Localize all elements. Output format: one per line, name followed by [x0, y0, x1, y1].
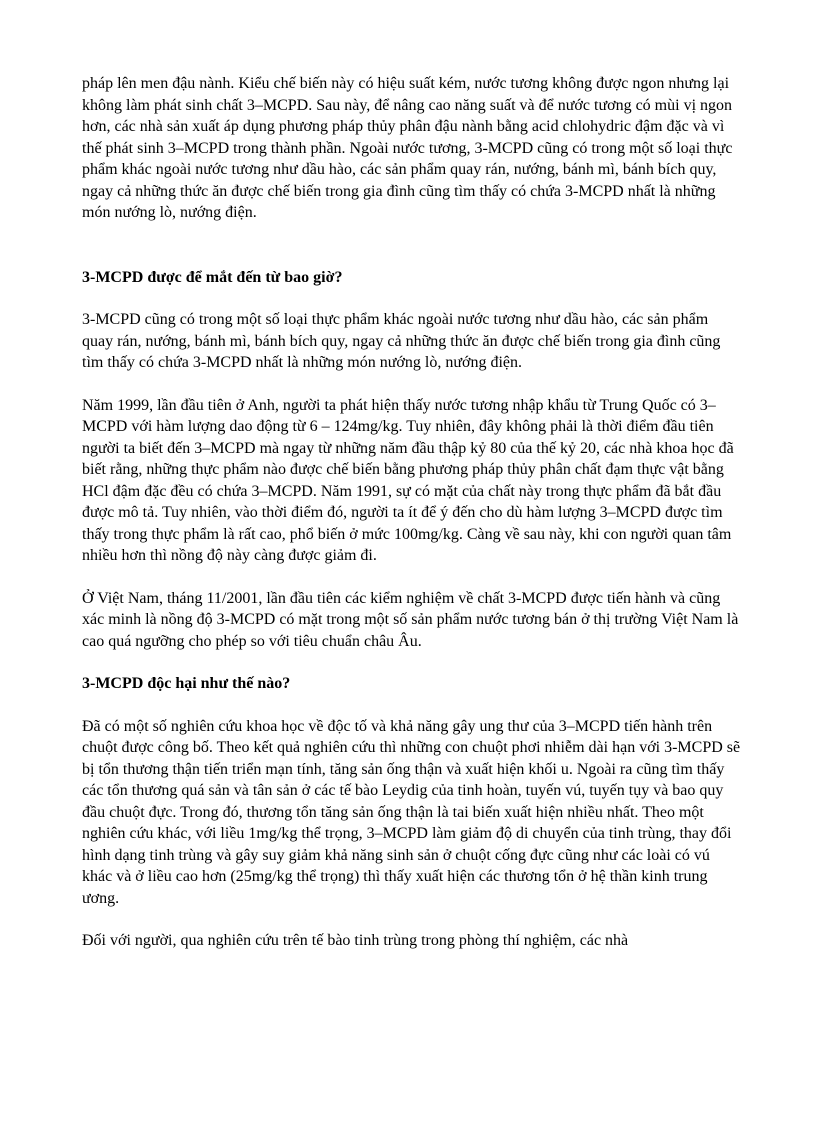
paragraph-discovery-1999: Năm 1999, lần đầu tiên ở Anh, người ta phát hiện thấy nước tương nhập khẩu từ Trung Quốc có 3–MCPD với hàm lượng dao động từ 6 – 124mg/kg. Tuy nhiên, đây không phải là thời điểm đầu tiên người ta biết đến 3–MCPD mà ngay từ những năm đầu thập kỷ 80 của thế kỷ 20, các nhà khoa học đã biết rằng, những thực phẩm nào được chế biến bằng phương pháp thủy phân chất đạm thực vật bằng HCl đậm đặc đều có chứa 3–MCPD. Năm 1991, sự có mặt của chất này trong thực phẩm đã bắt đầu được mô tả. Tuy nhiên, vào thời điểm đó, người ta ít để ý đến cho dù hàm lượng 3–MCPD được tìm thấy trong thực phẩm là rất cao, phổ biến ở mức 100mg/kg. Càng về sau này, khi con người quan tâm nhiều hơn thì nồng độ này càng được giảm đi.	[82, 396, 734, 564]
spacer	[82, 288, 742, 309]
spacer	[82, 374, 742, 395]
spacer	[82, 567, 742, 588]
spacer	[82, 652, 742, 673]
paragraph-vietnam-2001: Ở Việt Nam, tháng 11/2001, lần đầu tiên các kiểm nghiệm về chất 3-MCPD được tiến hành và cũng xác minh là nồng độ 3-MCPD có mặt trong một số sản phẩm nước tương bán ở thị trường Việt Nam là cao quá ngưỡng cho phép so với tiêu chuẩn châu Âu.	[82, 589, 739, 650]
paragraph-food-sources: 3-MCPD cũng có trong một số loại thực phẩm khác ngoài nước tương như dầu hào, các sản phẩm quay rán, nướng, bánh mì, bánh bích quy, ngay cả những thức ăn được chế biến trong gia đình cũng tìm thấy có chứa 3-MCPD nhất là những món nướng lò, nướng điện.	[82, 311, 721, 371]
paragraph-soy-sauce-production: pháp lên men đậu nành. Kiểu chế biến này có hiệu suất kém, nước tương không được ngon nhưng lại không làm phát sinh chất 3–MCPD. Sau này, để nâng cao năng suất và để nước tương có mùi vị ngon hơn, các nhà sản xuất áp dụng phương pháp thủy phân đậu nành bằng acid chlohydric đậm đặc và vì thế phát sinh 3–MCPD trong thành phần. Ngoài nước tương, 3-MCPD cũng có trong một số loại thực phẩm khác ngoài nước tương như dầu hào, các sản phẩm quay rán, nướng, bánh mì, bánh bích quy, ngay cả những thức ăn được chế biến trong gia đình cũng tìm thấy có chứa 3-MCPD nhất là những món nướng lò, nướng điện.	[82, 75, 733, 221]
spacer	[82, 224, 742, 267]
section-heading-history: 3-MCPD được để mắt đến từ bao giờ?	[82, 268, 343, 286]
paragraph-human-studies: Đối với người, qua nghiên cứu trên tế bào tinh trùng trong phòng thí nghiệm, các nhà	[82, 932, 629, 949]
spacer	[82, 695, 742, 716]
section-heading-toxicity: 3-MCPD độc hại như thế nào?	[82, 675, 291, 692]
document-page	[82, 73, 742, 952]
spacer	[82, 909, 742, 930]
paragraph-animal-studies: Đã có một số nghiên cứu khoa học về độc tố và khả năng gây ung thư của 3–MCPD tiến hành trên chuột được công bố. Theo kết quả nghiên cứu thì những con chuột phơi nhiễm dài hạn với 3-MCPD sẽ bị tổn thương thận tiến triển mạn tính, tăng sản ống thận và xuất hiện khối u. Ngoài ra cũng tìm thấy các tổn thương quá sản và tân sản ở các tế bào Leydig của tinh hoàn, tuyến vú, tuyến tụy và bao quy đầu chuột đực. Trong đó, thương tổn tăng sản ống thận là tai biến xuất hiện nhiều nhất. Theo một nghiên cứu khác, với liều 1mg/kg thể trọng, 3–MCPD làm giảm độ di chuyển của tinh trùng, thay đổi hình dạng tinh trùng và gây suy giảm khả năng sinh sản ở chuột cống đực cũng như các loài có vú khác và ở liều cao hơn (25mg/kg thể trọng) thì thấy xuất hiện các thương tổn ở hệ thần kinh trung ương.	[82, 717, 741, 907]
